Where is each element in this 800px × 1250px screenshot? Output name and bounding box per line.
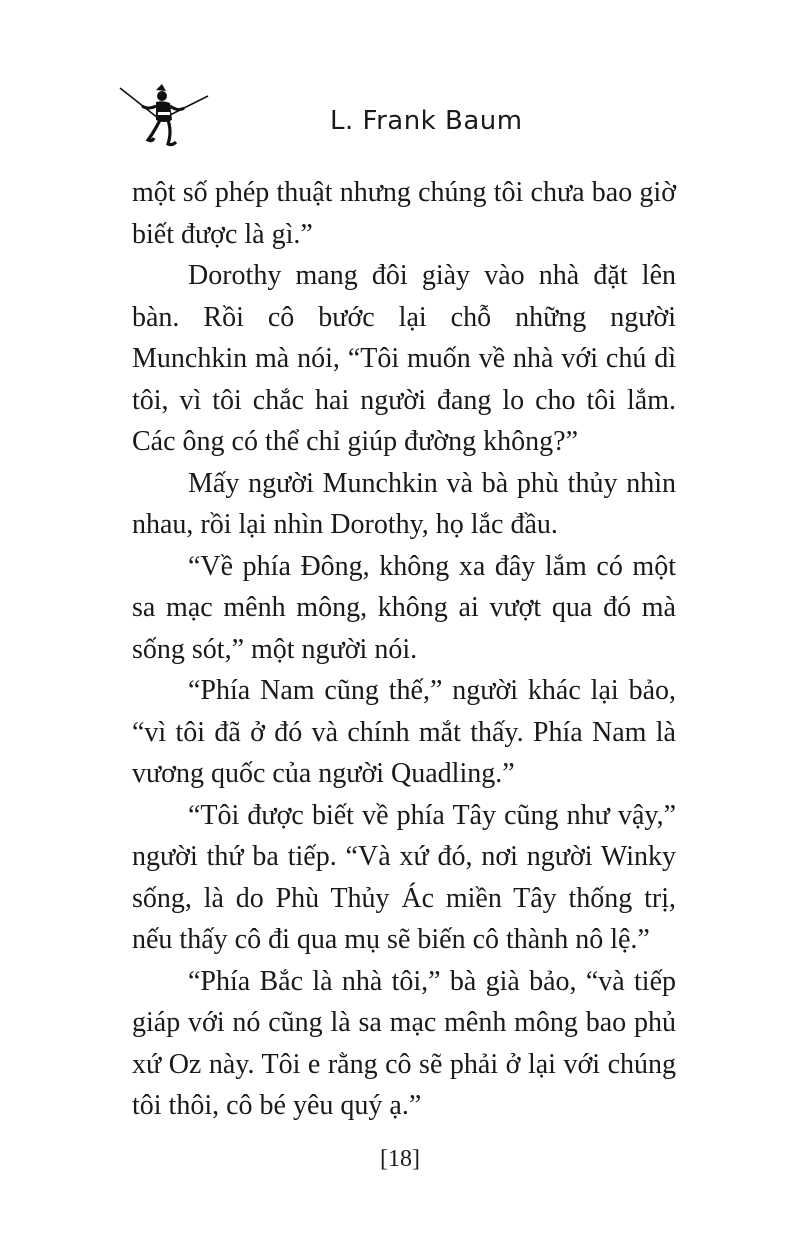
dancing-figure-icon [118, 82, 210, 154]
running-header [0, 0, 800, 160]
paragraph: “Phía Nam cũng thế,” người khác lại bảo, “vì tôi đã ở đó và chính mắt thấy. Phía Nam là vương quốc của người Quadling.” [132, 675, 676, 789]
paragraph: Dorothy mang đôi giày vào nhà đặt lên bàn. Rồi cô bước lại chỗ những người Munchkin mà nói, “Tôi muốn về nhà với chú dì tôi, vì tôi chắc hai người đang lo cho tôi lắm. Các ông có thể chỉ giúp đường không?” [132, 260, 676, 457]
author-name: L. Frank Baum [330, 106, 523, 136]
paragraph: “Phía Bắc là nhà tôi,” bà già bảo, “và tiếp giáp với nó cũng là sa mạc mênh mông bao phủ xứ Oz này. Tôi e rằng cô sẽ phải ở lại với chúng tôi thôi, cô bé yêu quý ạ.” [132, 965, 676, 1121]
paragraph: “Về phía Đông, không xa đây lắm có một sa mạc mênh mông, không ai vượt qua đó mà sống sót,” một người nói. [132, 550, 676, 665]
paragraph: một số phép thuật nhưng chúng tôi chưa bao giờ biết được là gì.” [132, 177, 676, 250]
page-number: [18] [380, 1146, 420, 1172]
body-text [132, 172, 676, 1127]
paragraph: “Tôi được biết về phía Tây cũng như vậy,” người thứ ba tiếp. “Và xứ đó, nơi người Winky sống, là do Phù Thủy Ác miền Tây thống trị, nếu thấy cô đi qua mụ sẽ biến cô thành nô lệ.” [132, 799, 676, 955]
paragraph: Mấy người Munchkin và bà phù thủy nhìn nhau, rồi lại nhìn Dorothy, họ lắc đầu. [132, 467, 676, 540]
